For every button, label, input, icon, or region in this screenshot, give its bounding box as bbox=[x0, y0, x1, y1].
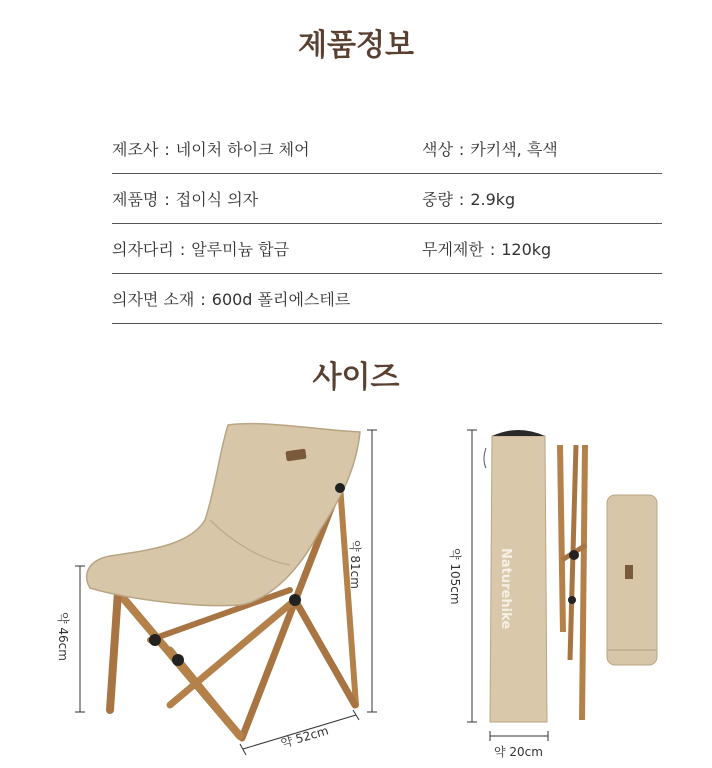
spec-row: 제품명 : 접이식 의자 중량 : 2.9kg bbox=[112, 174, 662, 224]
spec-value: 네이처 하이크 체어 bbox=[175, 140, 310, 159]
size-heading: 사이즈 bbox=[312, 360, 400, 395]
spec-row: 제조사 : 네이처 하이크 체어 색상 : 카키색, 흑색 bbox=[112, 124, 662, 174]
storage-bag-image bbox=[484, 430, 547, 722]
spec-value: 접이식 의자 bbox=[175, 190, 259, 209]
spec-label: 중량 bbox=[422, 190, 453, 209]
spec-value: 알루미늄 합금 bbox=[191, 240, 290, 259]
spec-label: 제조사 bbox=[112, 140, 159, 159]
spec-row: 의자다리 : 알루미늄 합금 무게제한 : 120kg bbox=[112, 224, 662, 274]
folded-frame-image bbox=[560, 445, 586, 720]
seat-height-label: 약 46cm bbox=[56, 612, 70, 661]
spec-row: 의자면 소재 : 600d 폴리에스테르 bbox=[112, 274, 662, 324]
spec-value: 120kg bbox=[501, 240, 552, 259]
spec-value: 600d 폴리에스테르 bbox=[211, 290, 351, 309]
spec-label: 색상 bbox=[422, 140, 453, 159]
chair-image bbox=[87, 424, 360, 738]
product-info-heading: 제품정보 bbox=[298, 28, 414, 63]
bag-width-label: 약 20cm bbox=[494, 745, 543, 759]
spec-label: 무게제한 bbox=[422, 240, 484, 259]
folded-seat-image bbox=[607, 495, 657, 665]
spec-value: 카키색, 흑색 bbox=[470, 140, 558, 159]
spec-label: 제품명 bbox=[112, 190, 159, 209]
spec-label: 의자면 소재 bbox=[112, 290, 195, 309]
chair-width-label: 약 52cm bbox=[279, 723, 331, 751]
spec-value: 2.9kg bbox=[470, 190, 516, 209]
brand-label: Naturehike bbox=[498, 548, 513, 630]
spec-label: 의자다리 bbox=[112, 240, 174, 259]
chair-height-label: 약 81cm bbox=[348, 540, 362, 589]
bag-length-label: 약 105cm bbox=[448, 548, 462, 605]
